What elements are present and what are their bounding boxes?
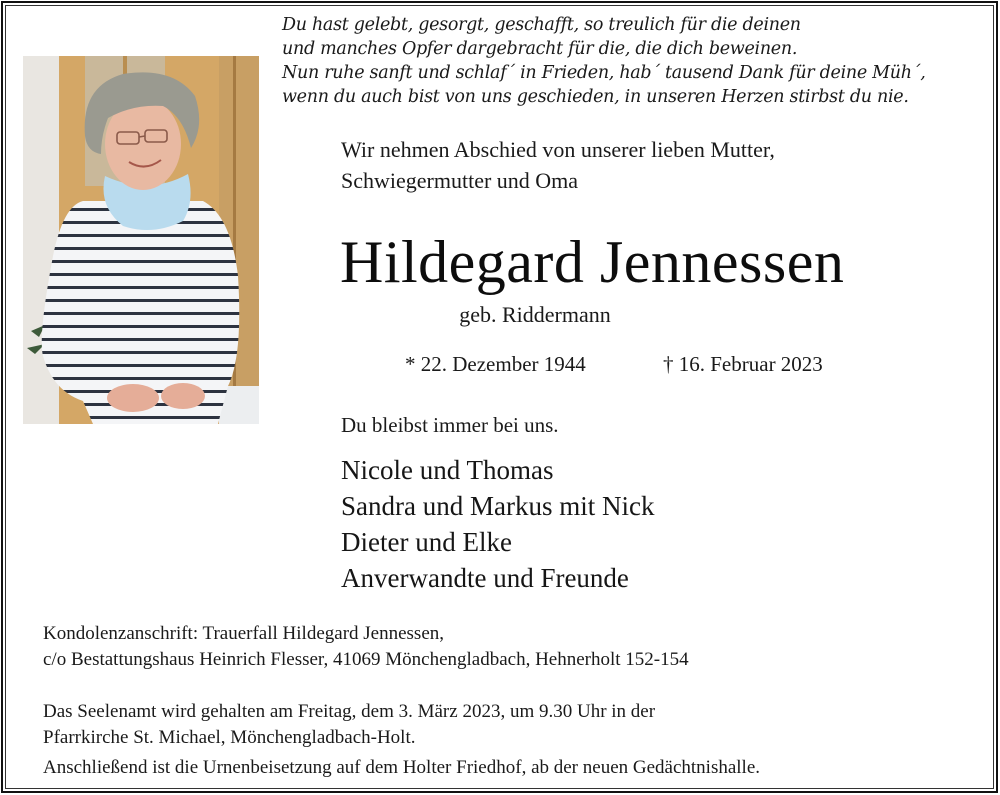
condolence-address [43,621,689,673]
intro-line: Schwiegermutter und Oma [341,168,579,193]
poem-line: wenn du auch bist von uns geschieden, in unseren Herzen stirbst du nie. [282,87,909,107]
poem-line: Du hast gelebt, gesorgt, geschafft, so treulich für die deinen [282,15,801,35]
service-line: Pfarrkirche St. Michael, Mönchengladbach-Holt. [43,727,416,748]
mourner-entry: Anverwandte und Freunde [341,563,629,593]
condolence-line: c/o Bestattungshaus Heinrich Flesser, 41069 Mönchengladbach, Hehnerholt 152-154 [43,649,689,670]
burial-info: Anschließend ist die Urnenbeisetzung auf dem Holter Friedhof, ab der neuen Gedächtnishalle. [43,757,761,778]
condolence-line: Kondolenzanschrift: Trauerfall Hildegard Jennessen, [43,623,445,644]
portrait-photo [23,56,259,424]
mourner-entry: Nicole und Thomas [341,455,554,485]
poem-line: und manches Opfer dargebracht für die, die dich beweinen. [282,39,798,59]
life-dates [405,350,823,378]
memorial-poem [282,13,982,109]
mourner-entry: Sandra und Markus mit Nick [341,491,655,521]
service-line: Das Seelenamt wird gehalten am Freitag, dem 3. März 2023, um 9.30 Uhr in der [43,701,656,722]
birth-date: * 22. Dezember 1944 [405,352,586,376]
motto: Du bleibst immer bei uns. [341,413,559,437]
birth-name: geb. Riddermann [459,302,611,327]
farewell-intro [341,134,775,196]
mourner-entry: Dieter und Elke [341,527,512,557]
portrait-image [23,56,259,424]
intro-line: Wir nehmen Abschied von unserer lieben Mutter, [341,137,775,162]
mourners-list [341,452,654,596]
service-info [43,699,760,781]
deceased-name: Hildegard Jennessen [340,229,845,295]
death-date: † 16. Februar 2023 [663,352,823,376]
poem-line: Nun ruhe sanft und schlaf´ in Frieden, hab´ tausend Dank für deine Müh´, [282,63,926,83]
